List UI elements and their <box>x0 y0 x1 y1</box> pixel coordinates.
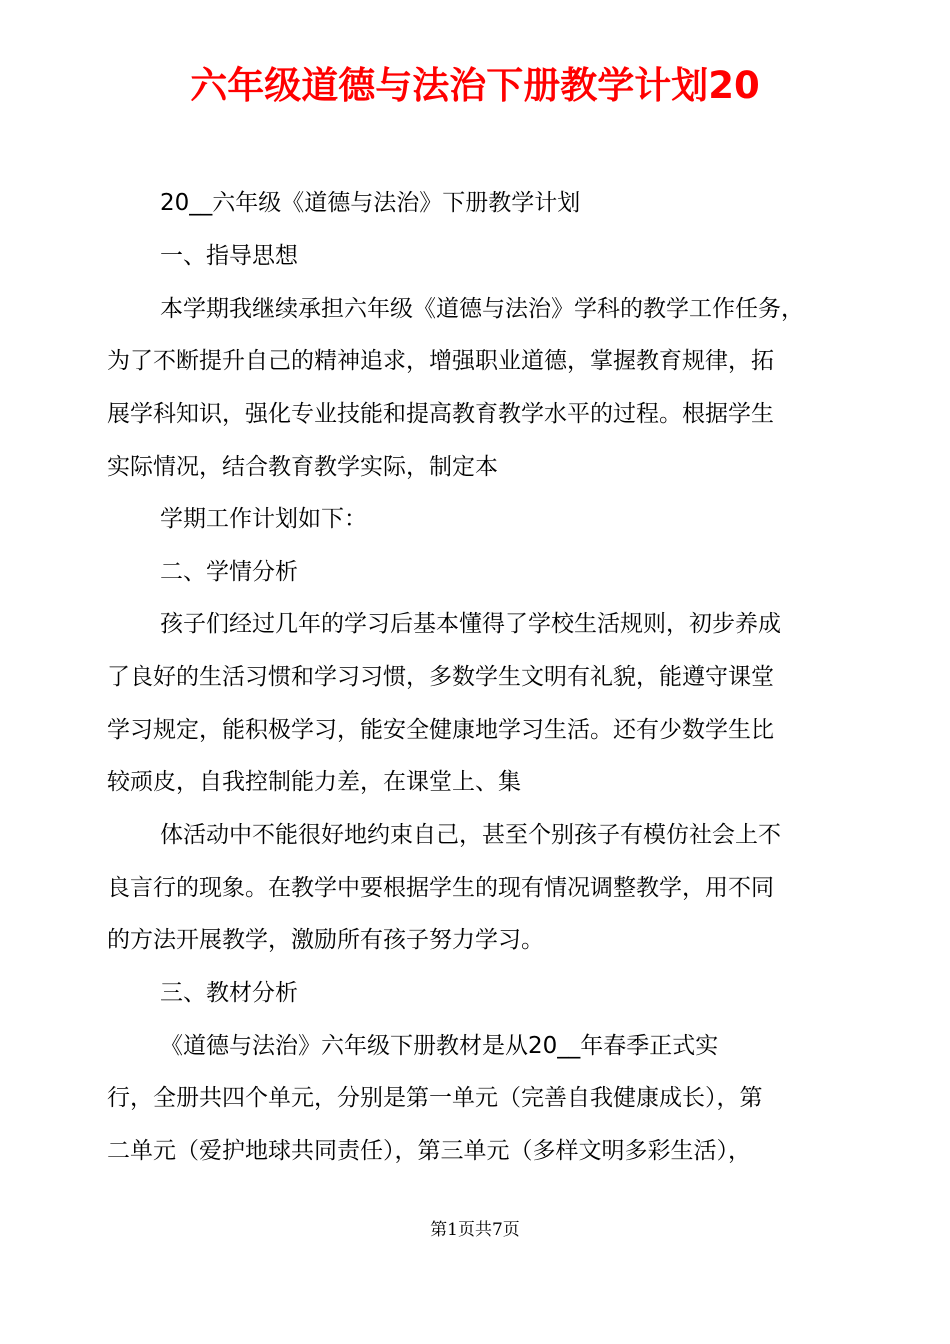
paragraph-line: 本学期我继续承担六年级《道德与法治》学科的教学工作任务， <box>160 296 804 322</box>
paragraph-line: 孩子们经过几年的学习后基本懂得了学校生活规则，初步养成 <box>160 611 781 637</box>
paragraph-line: 较顽皮，自我控制能力差，在课堂上、集 <box>107 769 521 795</box>
paragraph-line: 为了不断提升自己的精神追求，增强职业道德，掌握教育规律，拓 <box>107 348 774 374</box>
section-heading-2: 二、学情分析 <box>160 559 298 585</box>
paragraph-line: 良言行的现象。在教学中要根据学生的现有情况调整教学，用不同 <box>107 875 774 901</box>
paragraph-line: 《道德与法治》六年级下册教材是从20__年春季正式实 <box>160 1033 719 1059</box>
paragraph-line: 学习规定，能积极学习，能安全健康地学习生活。还有少数学生比 <box>107 717 774 743</box>
document-title: 六年级道德与法治下册教学计划20 <box>190 64 760 107</box>
paragraph-line: 学期工作计划如下： <box>160 506 367 532</box>
section-heading-1: 一、指导思想 <box>160 243 298 269</box>
paragraph-line: 实际情况，结合教育教学实际，制定本 <box>107 454 498 480</box>
paragraph-line: 体活动中不能很好地约束自己，甚至个别孩子有模仿社会上不 <box>160 822 781 848</box>
paragraph-line: 的方法开展教学，激励所有孩子努力学习。 <box>107 927 544 953</box>
subtitle-line: 20__六年级《道德与法治》下册教学计划 <box>160 190 581 216</box>
paragraph-line: 展学科知识，强化专业技能和提高教育教学水平的过程。根据学生 <box>107 401 774 427</box>
paragraph-line: 行，全册共四个单元，分别是第一单元（完善自我健康成长），第 <box>107 1085 763 1111</box>
paragraph-line: 了良好的生活习惯和学习习惯，多数学生文明有礼貌，能遵守课堂 <box>107 664 774 690</box>
paragraph-line: 二单元（爱护地球共同责任），第三单元（多样文明多彩生活）， <box>107 1138 751 1164</box>
section-heading-3: 三、教材分析 <box>160 980 298 1006</box>
page-number-footer: 第1页共7页 <box>430 1220 520 1240</box>
